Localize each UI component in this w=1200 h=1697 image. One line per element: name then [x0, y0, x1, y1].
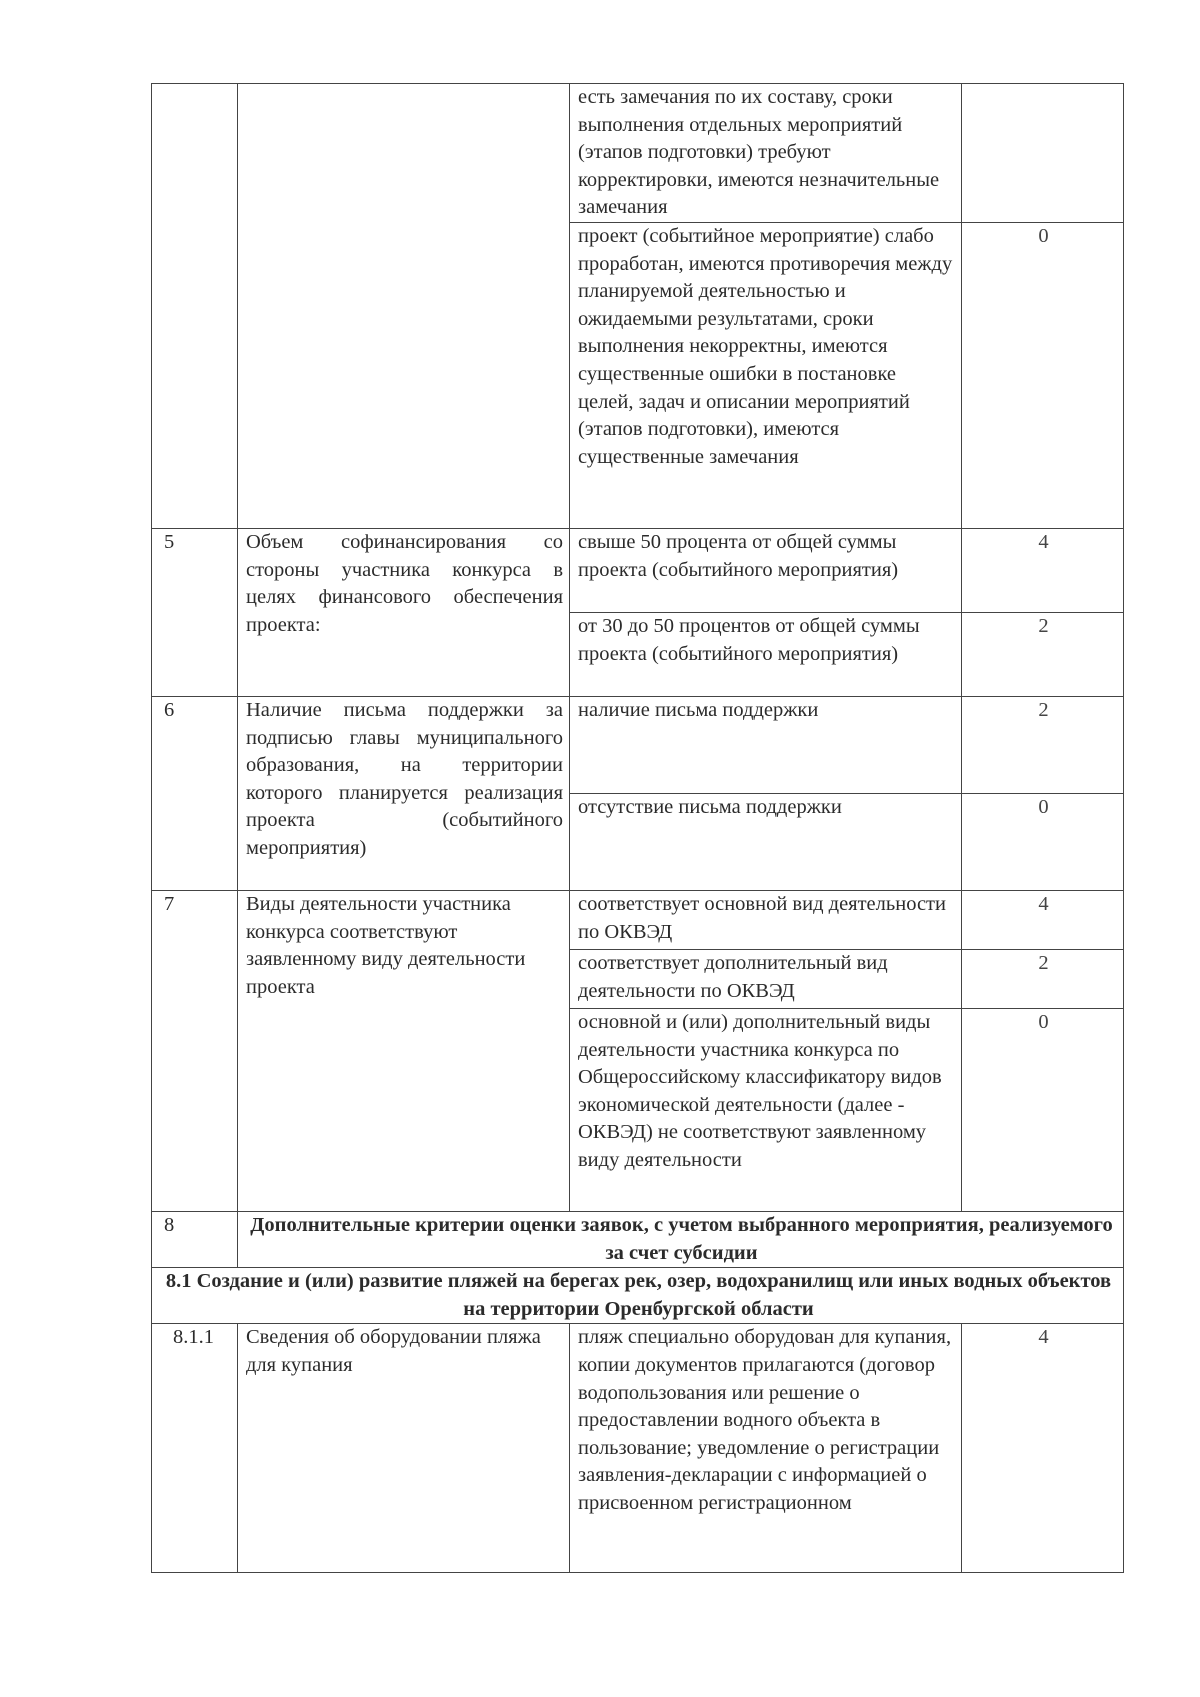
score-cell: 0	[962, 1009, 1124, 1212]
table-row	[152, 529, 1124, 613]
option-cell: отсутствие письма поддержки	[570, 794, 962, 891]
criterion-cell: Наличие письма поддержки за подписью главы муниципального образования, на территории которого планируется реализация проекта (событийного мероприятия)	[238, 697, 570, 891]
option-cell: проект (событийное мероприятие) слабо проработан, имеются противоречия между планируемой деятельностью и ожидаемыми результатами, сроки выполнения некорректны, имеются существенные ошибки в постановке целей, задач и описании мероприятий (этапов подготовки), имеются существенные замечания	[570, 223, 962, 529]
num-cell: 8	[152, 1212, 238, 1268]
option-cell: свыше 50 процента от общей суммы проекта (событийного мероприятия)	[570, 529, 962, 613]
criterion-cell: Объем софинансирования со стороны участника конкурса в целях финансового обеспечения проекта:	[238, 529, 570, 697]
score-cell: 4	[962, 891, 1124, 950]
option-cell: пляж специально оборудован для купания, копии документов прилагаются (договор водопользования или решение о предоставлении водного объекта в пользование; уведомление о регистрации заявления-декларации с информацией о присвоенном регистрационном	[570, 1324, 962, 1573]
score-cell: 0	[962, 223, 1124, 529]
score-cell: 4	[962, 1324, 1124, 1573]
num-cell: 6	[152, 697, 238, 891]
option-cell: соответствует дополнительный вид деятельности по ОКВЭД	[570, 950, 962, 1009]
criterion-cell: Сведения об оборудовании пляжа для купания	[238, 1324, 570, 1573]
score-cell: 2	[962, 613, 1124, 697]
num-cell: 8.1.1	[152, 1324, 238, 1573]
num-cell	[152, 84, 238, 529]
table-row	[152, 697, 1124, 794]
criteria-table	[151, 83, 1124, 1573]
table-row	[152, 891, 1124, 950]
criterion-cell: Виды деятельности участника конкурса соответствуют заявленному виду деятельности проекта	[238, 891, 570, 1212]
num-cell: 5	[152, 529, 238, 697]
criterion-cell	[238, 84, 570, 529]
num-cell: 7	[152, 891, 238, 1212]
score-cell	[962, 84, 1124, 223]
option-cell: соответствует основной вид деятельности по ОКВЭД	[570, 891, 962, 950]
score-cell: 2	[962, 950, 1124, 1009]
subsection-heading: 8.1 Создание и (или) развитие пляжей на берегах рек, озер, водохранилищ или иных водных объектов на территории Оренбургской области	[152, 1268, 1124, 1324]
option-cell: от 30 до 50 процентов от общей суммы проекта (событийного мероприятия)	[570, 613, 962, 697]
option-cell: есть замечания по их составу, сроки выполнения отдельных мероприятий (этапов подготовки) требуют корректировки, имеются незначительные замечания	[570, 84, 962, 223]
table-row	[152, 1324, 1124, 1573]
score-cell: 2	[962, 697, 1124, 794]
table-row	[152, 84, 1124, 223]
option-cell: наличие письма поддержки	[570, 697, 962, 794]
table-row	[152, 1212, 1124, 1268]
section-heading: Дополнительные критерии оценки заявок, с учетом выбранного мероприятия, реализуемого за счет субсидии	[238, 1212, 1124, 1268]
table-row	[152, 1268, 1124, 1324]
score-cell: 0	[962, 794, 1124, 891]
score-cell: 4	[962, 529, 1124, 613]
option-cell: основной и (или) дополнительный виды деятельности участника конкурса по Общероссийскому классификатору видов экономической деятельности (далее - ОКВЭД) не соответствуют заявленному виду деятельности	[570, 1009, 962, 1212]
